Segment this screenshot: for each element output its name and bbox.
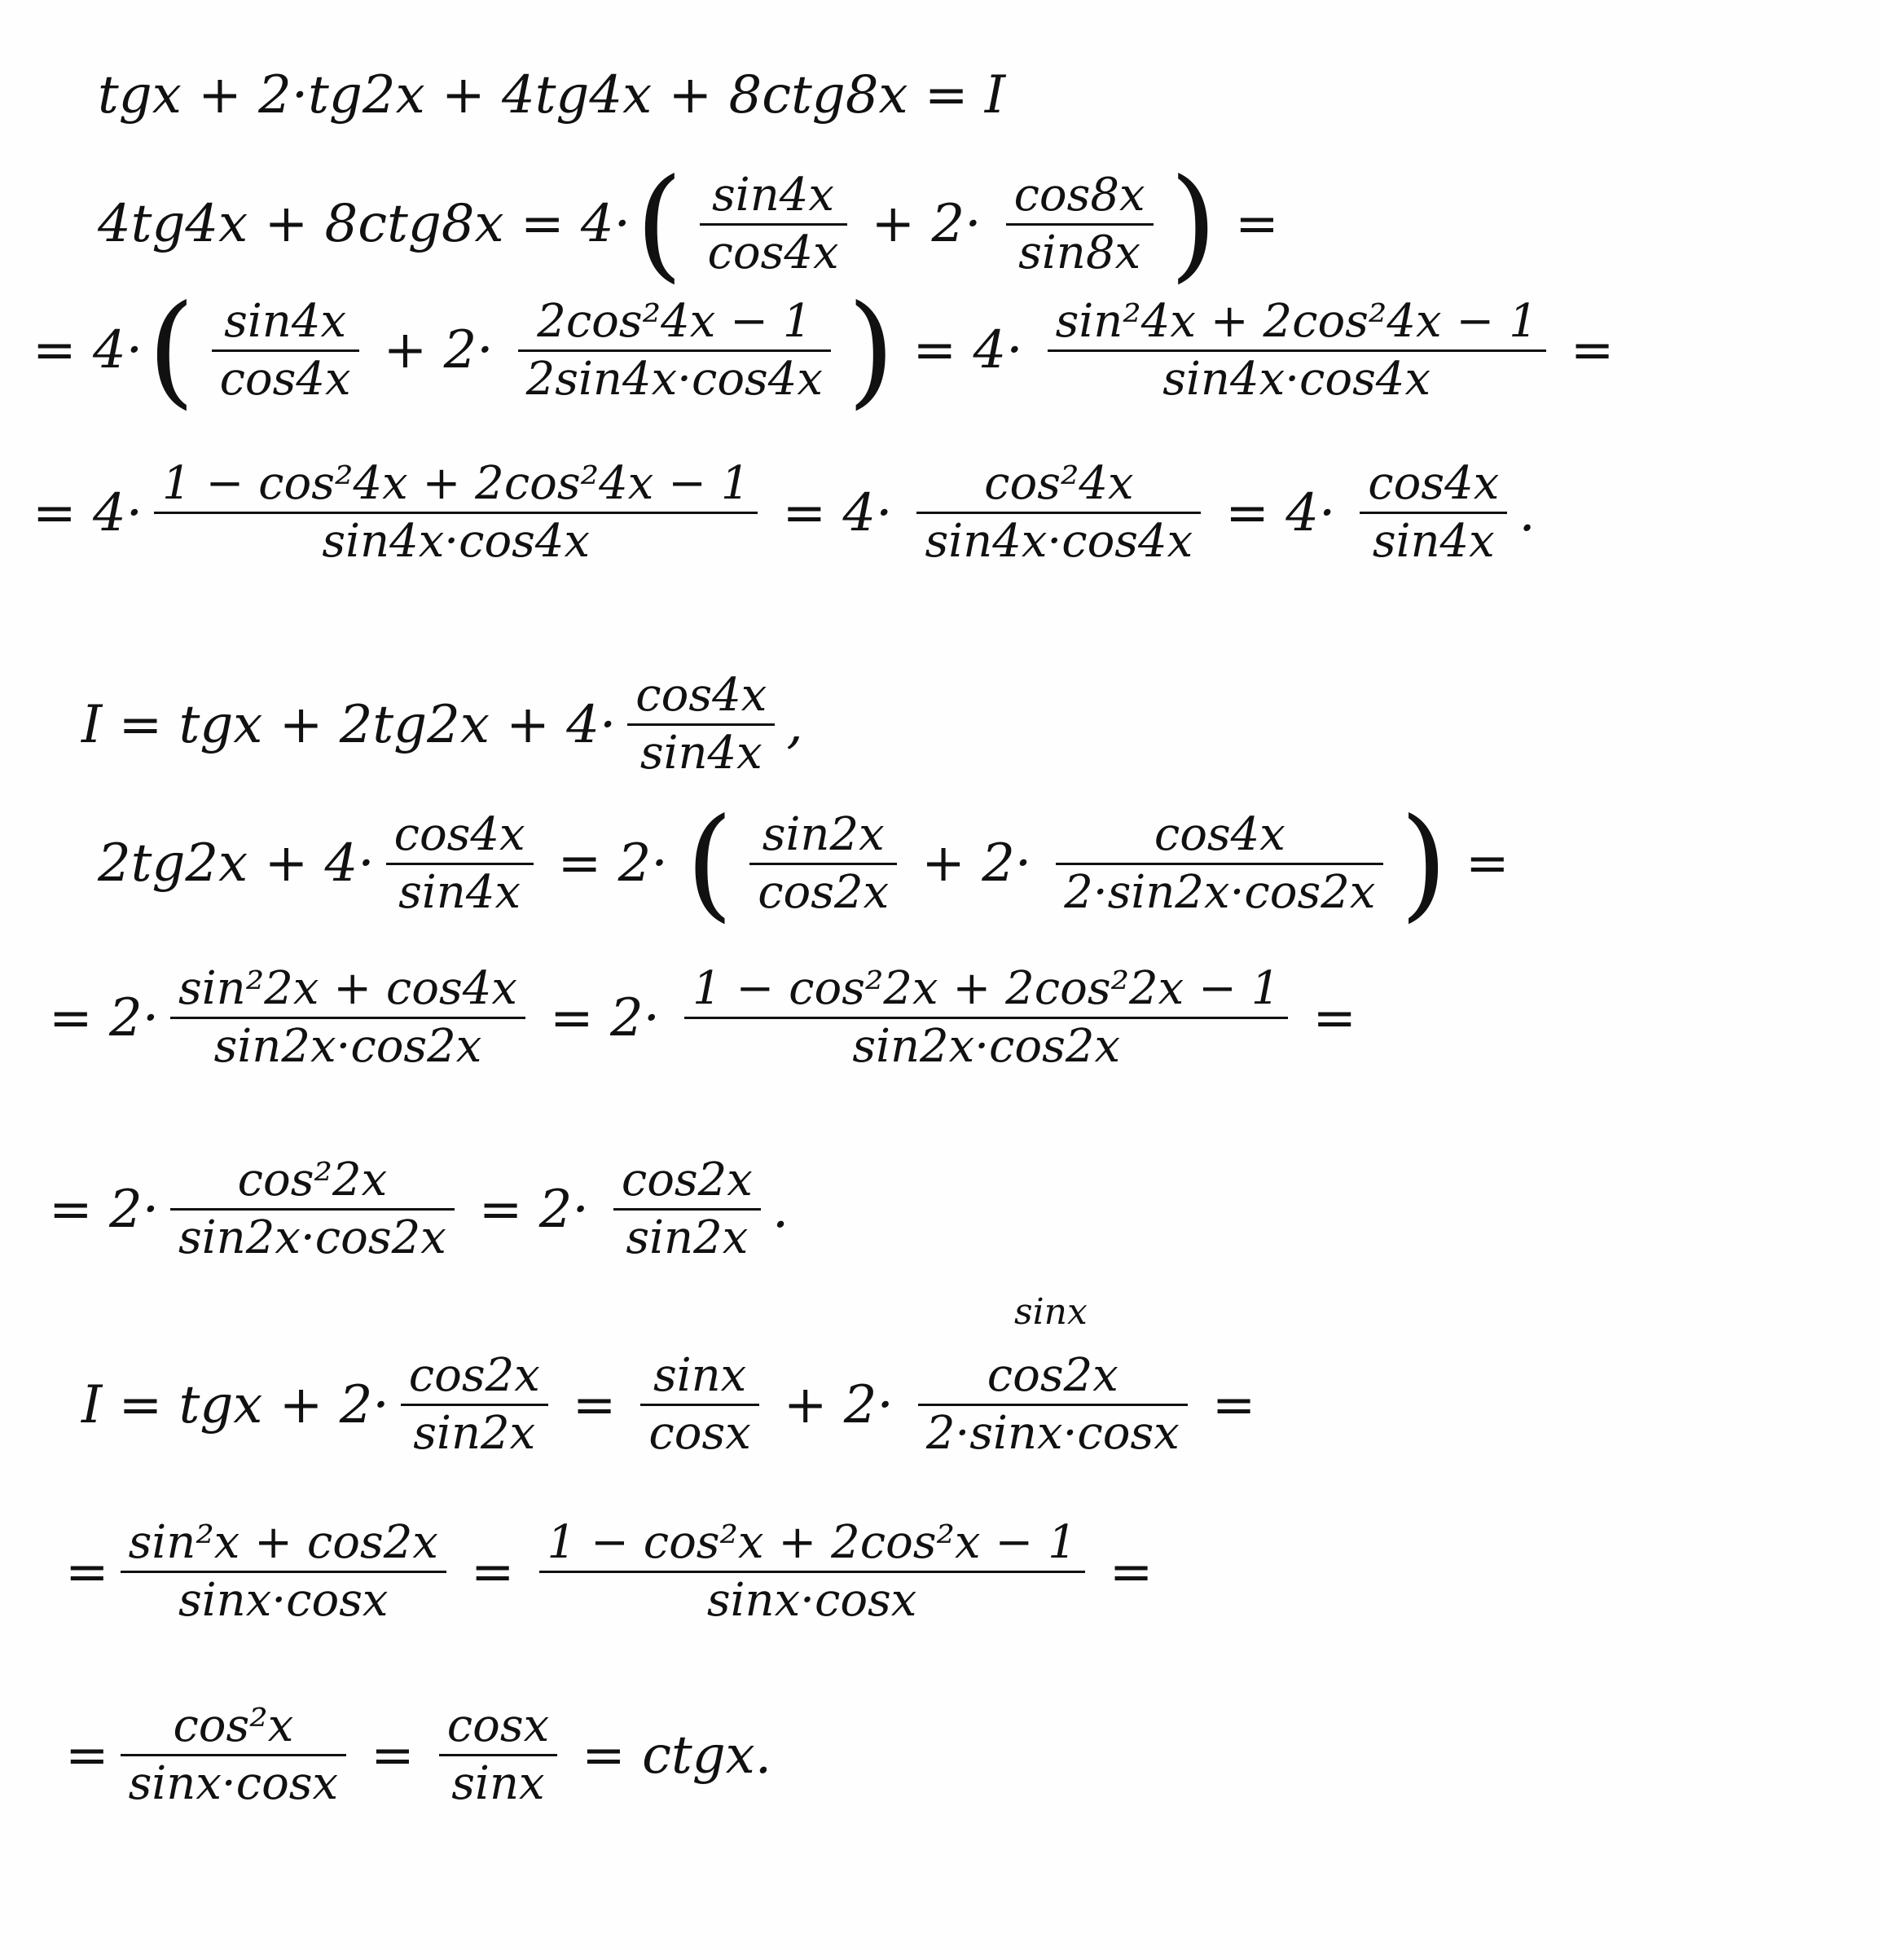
denominator: cos2x — [758, 865, 890, 919]
fraction — [170, 1153, 455, 1266]
denominator: sin2x·cos2x — [178, 1211, 446, 1264]
text-segment: = 2· — [49, 987, 160, 1048]
text-segment: + 2· — [383, 320, 494, 380]
text-segment: = 2· — [478, 1179, 589, 1240]
denominator: cosx — [648, 1407, 751, 1460]
text-segment: tgx + 2·tg2x + 4tg4x + 8ctg8x = I — [98, 65, 1006, 125]
equation-line-6 — [98, 793, 1523, 934]
equation-line-9 — [81, 1348, 1268, 1461]
equation-line-8 — [49, 1153, 789, 1266]
left-paren: ( — [635, 153, 683, 295]
numerator: 1 − cos²x + 2cos²x − 1 — [547, 1516, 1077, 1569]
right-paren: ) — [1169, 153, 1218, 295]
equation-line-7 — [49, 961, 1369, 1074]
denominator: sinx·cosx — [178, 1574, 389, 1627]
numerator: cos4x — [1368, 457, 1500, 510]
denominator: sin4x·cos4x — [925, 515, 1193, 568]
denominator: 2·sinx·cosx — [925, 1407, 1180, 1460]
denominator: sin2x·cos2x — [852, 1020, 1121, 1073]
fraction — [916, 456, 1201, 569]
denominator: sinx·cosx — [128, 1757, 339, 1810]
fraction — [700, 168, 847, 281]
numerator: cos²x — [173, 1699, 294, 1752]
fraction — [640, 1348, 758, 1461]
denominator: sin4x·cos4x — [322, 515, 591, 568]
text-segment: = 4· — [1225, 482, 1336, 543]
fraction — [1048, 294, 1546, 407]
numerator: 2cos²4x − 1 — [537, 294, 812, 348]
numerator: cosx — [446, 1699, 550, 1752]
text-segment: . — [771, 1179, 789, 1240]
fraction — [918, 1348, 1188, 1461]
numerator: cos2x — [408, 1349, 540, 1402]
text-segment: = 4· — [33, 482, 143, 543]
denominator: cos4x — [707, 226, 839, 279]
numerator: sin4x — [712, 168, 834, 222]
text-segment: = — [470, 1541, 515, 1602]
numerator: cos²2x — [237, 1154, 388, 1206]
right-paren: ) — [1400, 793, 1448, 934]
fraction — [1056, 807, 1383, 921]
text-segment: = ctgx. — [582, 1725, 772, 1786]
numerator: sin²x + cos2x — [128, 1516, 438, 1569]
text-segment: = — [1109, 1541, 1154, 1602]
denominator: sin4x — [639, 727, 763, 780]
numerator: cos8x — [1013, 168, 1145, 222]
text-segment: , — [786, 694, 803, 755]
numerator: 1 − cos²2x + 2cos²2x − 1 — [692, 962, 1281, 1015]
numerator: cos4x — [1154, 807, 1285, 861]
fraction — [154, 456, 758, 569]
text-segment: = — [572, 1374, 617, 1435]
text-segment: = — [1312, 987, 1357, 1048]
text-segment: = — [1235, 194, 1279, 254]
fraction — [627, 668, 775, 781]
fraction — [1006, 168, 1154, 281]
fraction — [749, 807, 897, 921]
text-segment: 2tg2x + 4· — [98, 833, 375, 894]
numerator: cos4x — [393, 807, 525, 861]
numerator: cos4x — [635, 669, 767, 722]
fraction — [539, 1515, 1085, 1628]
fraction — [212, 294, 359, 407]
denominator: sin2x — [626, 1211, 749, 1264]
denominator: sin2x — [413, 1407, 536, 1460]
denominator: 2·sin2x·cos2x — [1064, 865, 1376, 919]
fraction — [401, 1348, 548, 1461]
text-segment: + 2· — [921, 833, 1032, 894]
equation-line-11 — [65, 1699, 784, 1812]
right-paren: ) — [847, 279, 895, 421]
text-segment: = — [1465, 833, 1510, 894]
text-segment: I = tgx + 2· — [81, 1374, 389, 1435]
equation-line-4 — [33, 456, 1536, 569]
denominator: 2sin4x·cos4x — [525, 352, 824, 406]
numerator: sin2x — [762, 807, 885, 861]
text-segment: 4tg4x + 8ctg8x = 4· — [98, 194, 631, 254]
fraction — [386, 807, 534, 921]
left-paren: ( — [685, 793, 734, 934]
denominator: sin8x — [1018, 226, 1141, 279]
equation-line-1 — [98, 65, 1006, 125]
text-segment: = — [1570, 320, 1615, 380]
text-segment: = — [371, 1725, 415, 1786]
denominator: sin4x·cos4x — [1162, 352, 1431, 406]
margin-annotation: sinx — [1014, 1291, 1088, 1333]
text-segment: = 2· — [557, 833, 668, 894]
text-segment: + 2· — [871, 194, 982, 254]
text-segment: = — [1211, 1374, 1256, 1435]
denominator: sinx — [451, 1757, 545, 1810]
denominator: cos4x — [219, 352, 351, 406]
equation-line-3 — [33, 279, 1627, 421]
fraction — [613, 1153, 761, 1266]
text-segment: . — [1518, 482, 1536, 543]
fraction — [518, 294, 831, 407]
denominator: sin2x·cos2x — [213, 1020, 482, 1073]
text-segment: = — [65, 1725, 109, 1786]
text-segment: = 2· — [549, 987, 660, 1048]
equation-line-5 — [81, 668, 803, 781]
text-segment: = — [65, 1541, 109, 1602]
numerator: sin²4x + 2cos²4x − 1 — [1055, 294, 1538, 348]
denominator: sinx·cosx — [706, 1574, 917, 1627]
fraction — [684, 961, 1288, 1074]
text-segment: + 2· — [783, 1374, 894, 1435]
fraction — [1360, 456, 1507, 569]
fraction — [121, 1515, 446, 1628]
text-segment: = 4· — [33, 320, 143, 380]
numerator: cos2x — [621, 1154, 753, 1206]
text-segment: = 4· — [782, 482, 893, 543]
left-paren: ( — [147, 279, 196, 421]
text-segment: = 2· — [49, 1179, 160, 1240]
numerator: cos²4x — [984, 457, 1134, 510]
denominator: sin4x — [398, 865, 521, 919]
fraction — [121, 1699, 347, 1812]
equation-line-10 — [65, 1515, 1166, 1628]
fraction — [170, 961, 525, 1074]
equation-line-2 — [98, 153, 1292, 295]
fraction — [439, 1699, 557, 1812]
denominator: sin4x — [1372, 515, 1495, 568]
text-segment: I = tgx + 2tg2x + 4· — [81, 694, 617, 755]
numerator: sin4x — [224, 294, 347, 348]
numerator: cos2x — [987, 1349, 1118, 1402]
numerator: sin²2x + cos4x — [178, 962, 517, 1015]
numerator: sinx — [653, 1349, 747, 1402]
numerator: 1 − cos²4x + 2cos²4x − 1 — [162, 457, 750, 510]
text-segment: = 4· — [912, 320, 1023, 380]
